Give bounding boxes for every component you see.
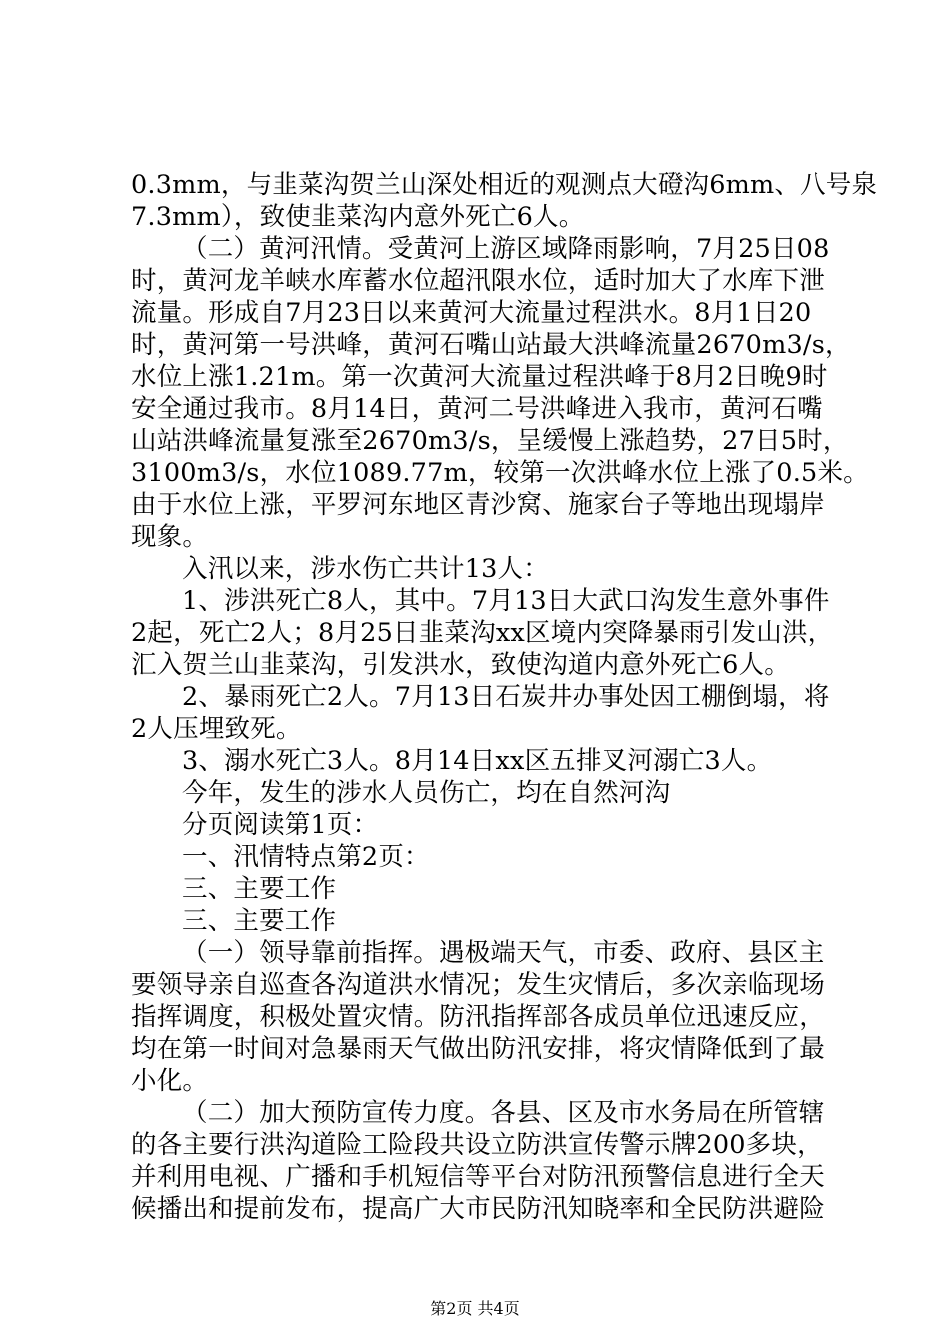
text-line: 一、汛情特点第2页： bbox=[182, 842, 430, 872]
text-line: 时，黄河龙羊峡水库蓄水位超汛限水位，适时加大了水库下泄 bbox=[131, 266, 825, 296]
text-line: 安全通过我市。8月14日，黄河二号洪峰进入我市，黄河石嘴 bbox=[131, 394, 823, 424]
text-line: （一）领导靠前指挥。遇极端天气，市委、政府、县区主 bbox=[182, 938, 825, 968]
text-line: 并利用电视、广播和手机短信等平台对防汛预警信息进行全天 bbox=[131, 1162, 825, 1192]
text-line: 三、主要工作 bbox=[182, 906, 337, 936]
text-line: 由于水位上涨，平罗河东地区青沙窝、施家台子等地出现塌岸 bbox=[131, 490, 825, 520]
text-line: 7.3mm），致使韭菜沟内意外死亡6人。 bbox=[131, 202, 585, 232]
text-line: 水位上涨1.21m。第一次黄河大流量过程洪峰于8月2日晚9时 bbox=[131, 362, 828, 392]
text-line: 候播出和提前发布，提高广大市民防汛知晓率和全民防洪避险 bbox=[131, 1194, 825, 1224]
text-line: 1、涉洪死亡8人，其中。7月13日大武口沟发生意外事件 bbox=[182, 586, 830, 616]
text-line: 2、暴雨死亡2人。7月13日石炭井办事处因工棚倒塌，将 bbox=[182, 682, 830, 712]
text-line: 3100m3/s，水位1089.77m，较第一次洪峰水位上涨了0.5米。 bbox=[131, 458, 869, 488]
text-line: 要领导亲自巡查各沟道洪水情况；发生灾情后，多次亲临现场 bbox=[131, 970, 825, 1000]
text-line: 今年，发生的涉水人员伤亡，均在自然河沟 bbox=[182, 778, 671, 808]
text-line: 三、主要工作 bbox=[182, 874, 337, 904]
text-line: 0.3mm，与韭菜沟贺兰山深处相近的观测点大磴沟6mm、八号泉 bbox=[131, 170, 878, 200]
text-line: （二）加大预防宣传力度。各县、区及市水务局在所管辖 bbox=[182, 1098, 825, 1128]
text-line: 指挥调度，积极处置灾情。防汛指挥部各成员单位迅速反应， bbox=[131, 1002, 825, 1032]
text-line: 流量。形成自7月23日以来黄河大流量过程洪水。8月1日20 bbox=[131, 298, 812, 328]
text-line: 2人压埋致死。 bbox=[131, 714, 302, 744]
text-line: 汇入贺兰山韭菜沟，引发洪水，致使沟道内意外死亡6人。 bbox=[131, 650, 790, 680]
text-line: 的各主要行洪沟道险工险段共设立防洪宣传警示牌200多块， bbox=[131, 1130, 823, 1160]
text-line: （二）黄河汛情。受黄河上游区域降雨影响，7月25日08 bbox=[182, 234, 830, 264]
page-footer: 第2页 共4页 bbox=[430, 1299, 520, 1318]
text-line: 小化。 bbox=[131, 1066, 209, 1096]
text-line: 3、溺水死亡3人。8月14日xx区五排叉河溺亡3人。 bbox=[182, 746, 773, 776]
text-line: 山站洪峰流量复涨至2670m3/s，呈缓慢上涨趋势，27日5时， bbox=[131, 426, 849, 456]
text-line: 均在第一时间对急暴雨天气做出防汛安排，将灾情降低到了最 bbox=[131, 1034, 825, 1064]
text-line: 时，黄河第一号洪峰，黄河石嘴山站最大洪峰流量2670m3/s， bbox=[131, 330, 851, 360]
document-body bbox=[131, 169, 878, 1225]
text-line: 分页阅读第1页： bbox=[182, 810, 379, 840]
text-line: 入汛以来，涉水伤亡共计13人： bbox=[182, 554, 549, 584]
text-line: 现象。 bbox=[131, 522, 209, 552]
text-line: 2起，死亡2人；8月25日韭菜沟xx区境内突降暴雨引发山洪， bbox=[131, 618, 834, 648]
